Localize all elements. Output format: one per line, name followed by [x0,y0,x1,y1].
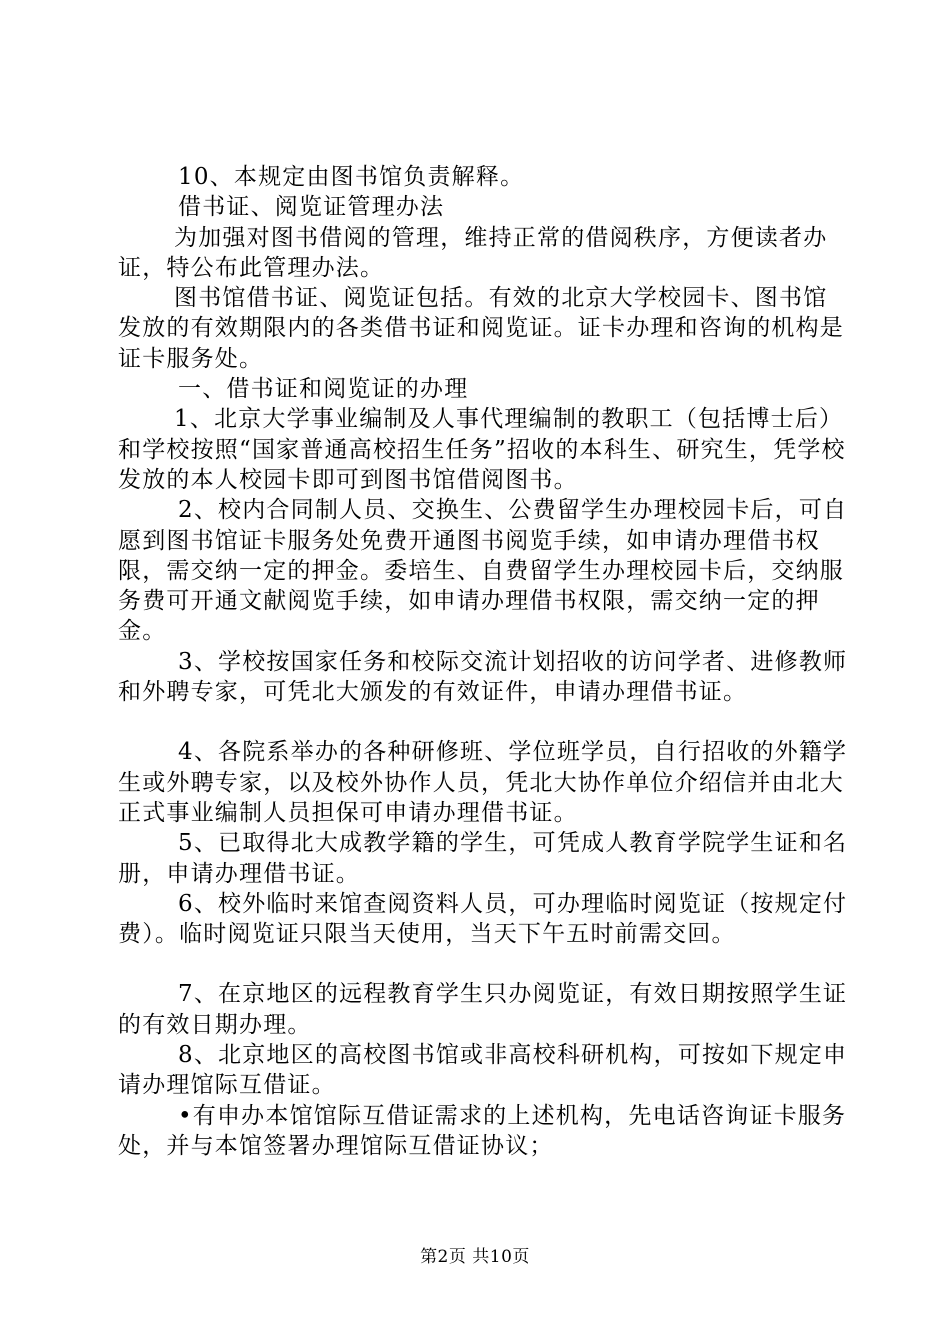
paragraph-intro: 为加强对图书借阅的管理，维持正常的借阅秩序，方便读者办证，特公布此管理办法。 [118,224,828,281]
subsection-heading: 一、借书证和阅览证的办理 [178,376,469,403]
section-title: 借书证、阅览证管理办法 [178,194,445,221]
page-number-footer: 第2页 共10页 [420,1247,530,1267]
bullet-item: •有申办本馆馆际互借证需求的上述机构，先电话咨询证卡服务处，并与本馆签署办理馆际互借证协议； [118,1102,847,1159]
paragraph-article-10: 10、本规定由图书馆负责解释。 [178,164,525,190]
paragraph-item-1: 1、北京大学事业编制及人事代理编制的教职工（包括博士后）和学校按照“国家普通高校招生任务”招收的本科生、研究生，凭学校发放的本人校园卡即可到图书馆借阅图书。 [118,406,846,493]
paragraph-item-7: 7、在京地区的远程教育学生只办阅览证，有效日期按照学生证的有效日期办理。 [118,981,848,1038]
document-body [118,162,848,1161]
paragraph-item-2: 2、校内合同制人员、交换生、公费留学生办理校园卡后，可自愿到图书馆证卡服务处免费开通图书阅览手续，如申请办理借书权限，需交纳一定的押金。委培生、自费留学生办理校园卡后，交纳服务费可开通文献阅览手续，如申请办理借书权限，需交纳一定的押金。 [118,497,848,645]
paragraph-item-5: 5、已取得北大成教学籍的学生，可凭成人教育学院学生证和名册，申请办理借书证。 [118,830,848,887]
paragraph-item-3: 3、学校按国家任务和校际交流计划招收的访问学者、进修教师和外聘专家，可凭北大颁发的有效证件，申请办理借书证。 [118,648,848,706]
paragraph-item-6: 6、校外临时来馆查阅资料人员，可办理临时阅览证（按规定付费）。临时阅览证只限当天使用，当天下午五时前需交回。 [118,890,848,948]
paragraph-item-4: 4、各院系举办的各种研修班、学位班学员，自行招收的外籍学生或外聘专家，以及校外协作人员，凭北大协作单位介绍信并由北大正式事业编制人员担保可申请办理借书证。 [118,739,848,826]
paragraph-item-8: 8、北京地区的高校图书馆或非高校科研机构，可按如下规定申请办理馆际互借证。 [118,1042,848,1099]
paragraph-scope: 图书馆借书证、阅览证包括。有效的北京大学校园卡、图书馆发放的有效期限内的各类借书证和阅览证。证卡办理和咨询的机构是证卡服务处。 [118,285,844,372]
